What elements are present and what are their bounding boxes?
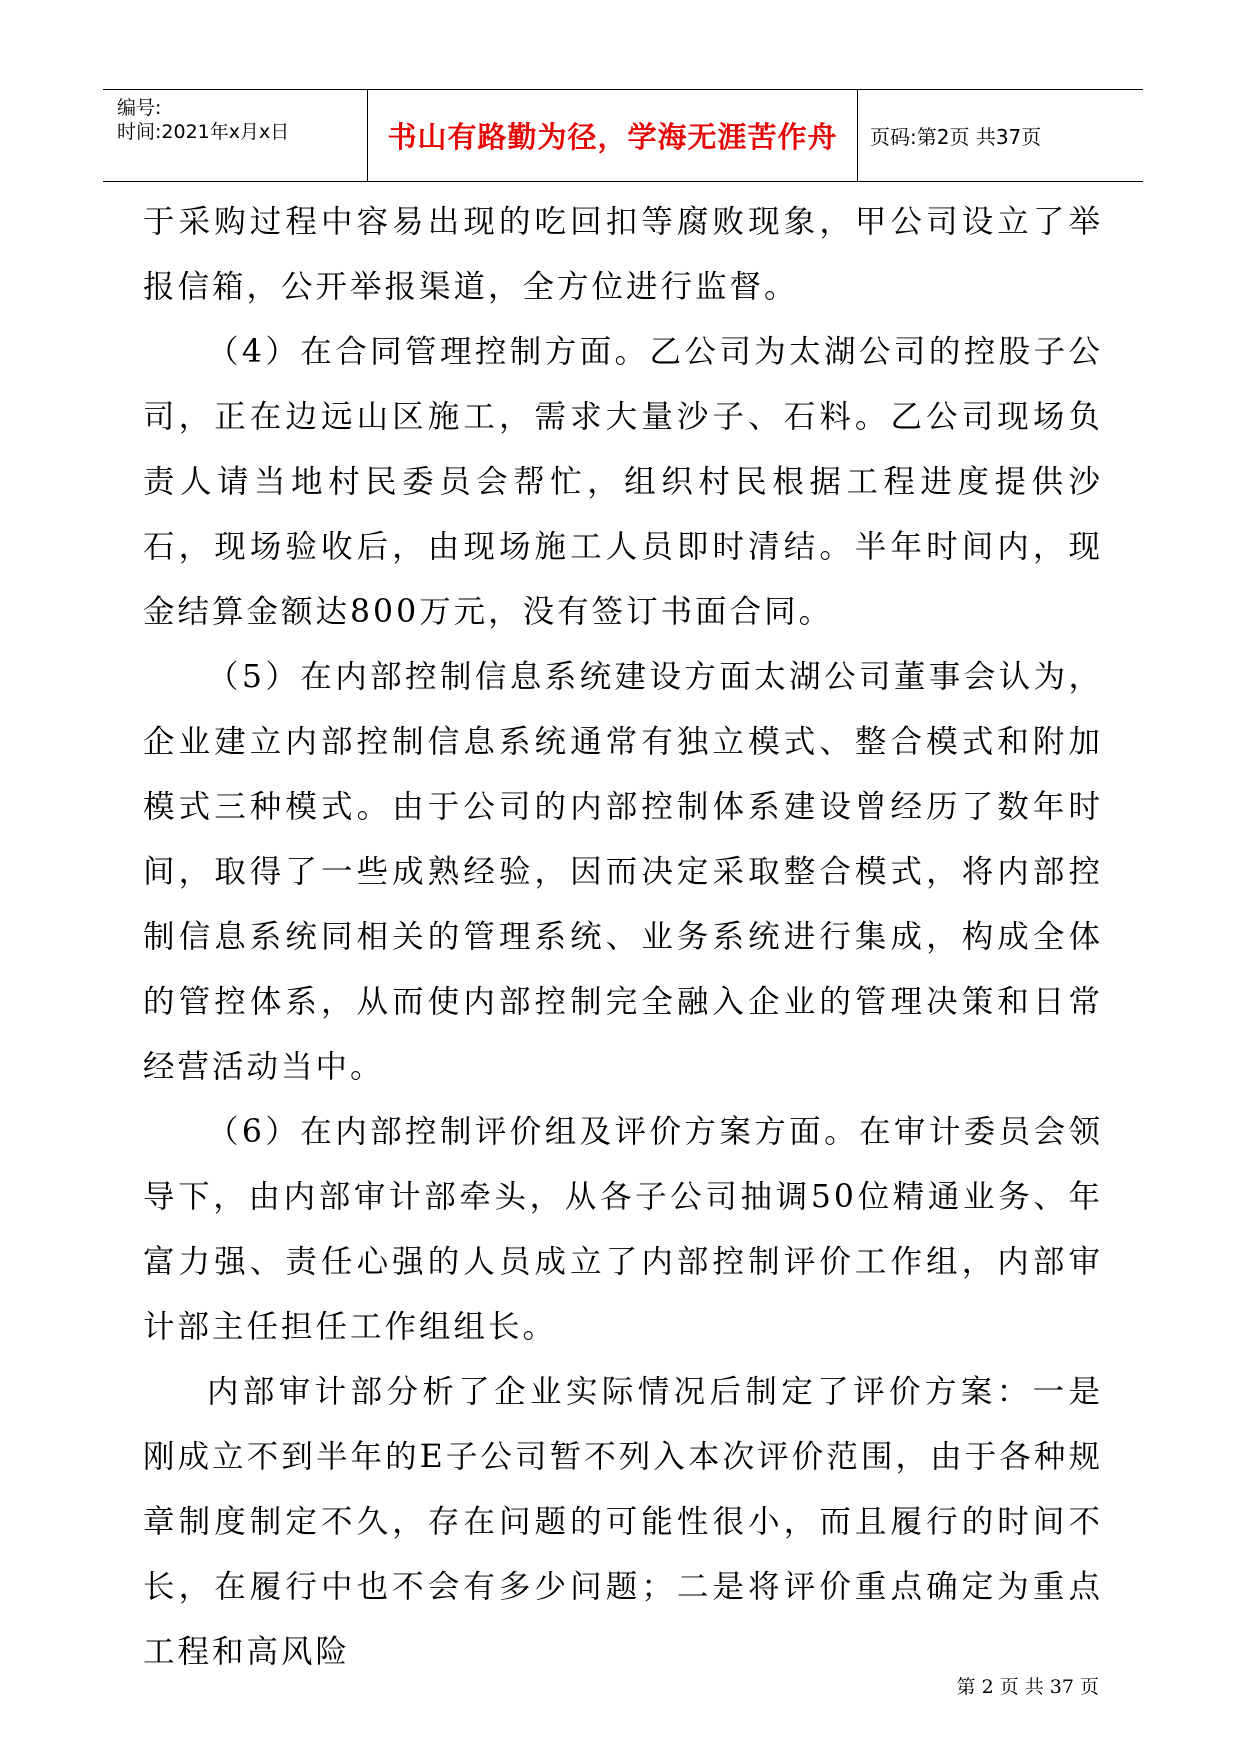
body-paragraph-2: （4）在合同管理控制方面。乙公司为太湖公司的控股子公司，正在边远山区施工，需求大量沙子、石料。乙公司现场负责人请当地村民委员会帮忙，组织村民根据工程进度提供沙石，现场验收后，由现场施工人员即时清结。半年时间内，现金结算金额达800万元，没有签订书面合同。 — [143, 334, 1103, 630]
body-paragraph-5: 内部审计部分析了企业实际情况后制定了评价方案：一是刚成立不到半年的E子公司暂不列入本次评价范围，由于各种规章制度制定不久，存在问题的可能性很小，而且履行的时间不长，在履行中也不会有多少问题；二是将评价重点确定为重点工程和高风险 — [143, 1374, 1103, 1670]
document-body — [143, 190, 1103, 1685]
header-motto-cell — [368, 90, 858, 181]
body-paragraph-4: （6）在内部控制评价组及评价方案方面。在审计委员会领导下，由内部审计部牵头，从各子公司抽调50位精通业务、年富力强、责任心强的人员成立了内部控制评价工作组，内部审计部主任担任工作组组长。 — [143, 1114, 1103, 1345]
header-info-cell — [103, 90, 368, 181]
body-paragraph-1: 于采购过程中容易出现的吃回扣等腐败现象，甲公司设立了举报信箱，公开举报渠道，全方位进行监督。 — [143, 204, 1103, 305]
document-time-label: 时间:2021年x月x日 — [117, 121, 290, 143]
page-footer: 第 2 页 共 37 页 — [956, 1676, 1099, 1698]
document-number-label: 编号: — [117, 97, 162, 119]
page-header — [103, 89, 1143, 182]
header-page-code: 页码:第2页 共37页 — [870, 125, 1042, 149]
header-page-cell — [858, 90, 1143, 181]
header-motto: 书山有路勤为径，学海无涯苦作舟 — [387, 120, 838, 154]
body-paragraph-3: （5）在内部控制信息系统建设方面太湖公司董事会认为，企业建立内部控制信息系统通常有独立模式、整合模式和附加模式三种模式。由于公司的内部控制体系建设曾经历了数年时间，取得了一些成熟经验，因而决定采取整合模式，将内部控制信息系统同相关的管理系统、业务系统进行集成，构成全体的管控体系，从而使内部控制完全融入企业的管理决策和日常经营活动当中。 — [143, 659, 1103, 1085]
